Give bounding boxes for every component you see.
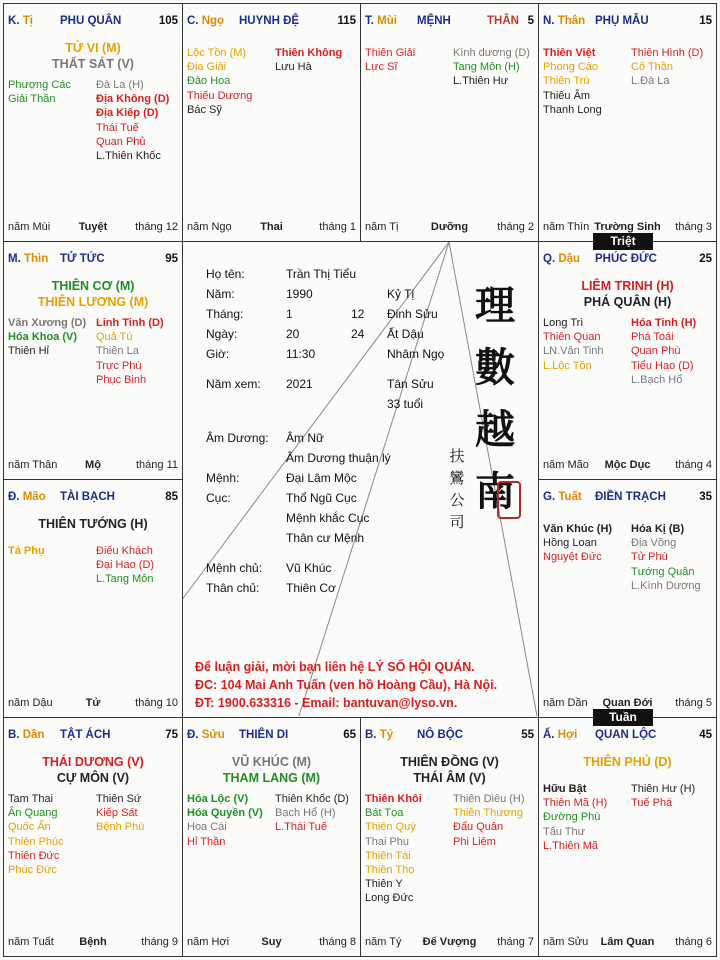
footer-year: năm Thìn — [543, 221, 590, 233]
info-label: Họ tên: — [206, 267, 245, 281]
minor-stars-right — [631, 46, 703, 89]
minor-star: Văn Khúc (H) — [543, 523, 613, 535]
minor-star: Quốc Ấn — [8, 821, 51, 834]
minor-star: Thiên Quan — [543, 331, 601, 344]
minor-star: Lộc Tồn (M) — [187, 47, 247, 59]
palace-footer — [187, 221, 356, 235]
cuc-value: Thổ Ngũ Cục — [286, 491, 357, 505]
minor-star: Điếu Khách — [96, 545, 153, 557]
palace-mao — [3, 479, 183, 718]
palace-footer — [8, 936, 178, 950]
minor-stars-right — [453, 46, 530, 89]
footer-stage: Bệnh — [79, 936, 107, 948]
footer-year: năm Tị — [365, 221, 399, 233]
minor-star: Tuế Phá — [631, 797, 673, 810]
minor-star: Tướng Quân — [631, 565, 695, 578]
menh-label: Mệnh: — [206, 471, 240, 485]
main-star: THẤT SÁT (V) — [52, 57, 134, 71]
main-star: THÁI ÂM (V) — [413, 771, 486, 785]
palace-header — [8, 253, 178, 269]
minor-stars-left — [8, 78, 71, 106]
minor-star: Hoa Cái — [187, 821, 227, 834]
minor-stars-right — [453, 792, 525, 849]
palace-house: NÔ BỘC — [417, 729, 463, 741]
palace-number: 25 — [699, 253, 712, 265]
minor-star: Phúc Đức — [8, 863, 57, 876]
footer-year: năm Dần — [543, 697, 588, 709]
palace-number: 115 — [337, 15, 356, 27]
small-seal-text: 扶 鸞 公 司 — [449, 447, 465, 531]
minor-star: Thiên Thương — [453, 807, 524, 820]
minor-stars-right — [631, 522, 701, 593]
palace-position: N. Thân — [543, 15, 586, 27]
info-label: Năm xem: — [206, 377, 261, 391]
palace-house: TẬT ÁCH — [60, 729, 111, 741]
menh-value: Đại Lâm Mộc — [286, 471, 357, 485]
minor-star: Thai Phụ — [365, 835, 410, 848]
minor-stars-left — [8, 544, 45, 558]
minor-stars-right — [96, 544, 154, 587]
minor-star: Hỉ Thần — [187, 835, 226, 848]
palace-ngo — [182, 3, 361, 242]
minor-star: Quan Phủ — [96, 135, 146, 148]
palace-position: B. Tý — [365, 729, 394, 741]
palace-header — [543, 491, 712, 507]
footer-stage: Suy — [261, 936, 282, 948]
minor-star: Thiên Không — [275, 47, 343, 59]
minor-stars-left — [365, 46, 415, 74]
than-cu-note: Thân cư Mệnh — [286, 531, 365, 545]
footer-month: tháng 9 — [141, 936, 178, 948]
footer-month: tháng 4 — [675, 459, 712, 471]
info-label: Giờ: — [206, 347, 230, 361]
minor-star: Tang Môn (H) — [453, 61, 520, 74]
palace-number: 65 — [343, 729, 356, 741]
minor-stars-right — [275, 46, 342, 74]
main-star: LIÊM TRINH (H) — [581, 279, 674, 293]
main-star: THIÊN PHỦ (D) — [583, 755, 672, 769]
footer-stage: Dưỡng — [430, 221, 469, 233]
minor-star: Thiên Khốc (D) — [275, 793, 349, 805]
info-solar: 2021 — [286, 377, 313, 391]
palace-number: 15 — [699, 15, 712, 27]
palace-house: PHÚC ĐỨC — [595, 253, 657, 265]
minor-star: Quan Phù — [631, 345, 681, 358]
palace-number: 85 — [165, 491, 178, 503]
info-solar: 11:30 — [286, 347, 316, 361]
minor-star: L.Kình Dương — [631, 579, 701, 592]
palace-house: PHU QUÂN — [60, 15, 122, 27]
footer-month: tháng 8 — [319, 936, 356, 948]
palace-footer — [543, 936, 712, 950]
palace-number: 75 — [165, 729, 178, 741]
menh-chu-value: Vũ Khúc — [286, 561, 332, 575]
palace-suu — [182, 717, 361, 957]
minor-stars-left — [187, 46, 252, 117]
footer-stage: Tuyệt — [78, 221, 108, 233]
minor-star: Quả Tú — [96, 331, 133, 344]
footer-year: năm Mão — [543, 459, 589, 471]
minor-star: Phi Liêm — [453, 835, 496, 848]
calligraphy-seal: 理 數 越 南 — [475, 282, 515, 515]
palace-footer — [8, 221, 178, 235]
palace-header — [187, 729, 356, 745]
footer-month: tháng 1 — [319, 221, 356, 233]
footer-year: năm Tý — [365, 936, 402, 948]
footer-stage: Mộ — [85, 459, 101, 471]
minor-star: Lực Sĩ — [365, 61, 398, 74]
contact-line-1: Để luận giải, mời bạn liên hệ LÝ SỐ HỘI QUÁN. — [195, 660, 475, 674]
palace-footer — [365, 221, 534, 235]
palace-number: 95 — [165, 253, 178, 265]
main-star: THIÊN ĐỒNG (V) — [400, 755, 499, 769]
minor-star: L.Thái Tuế — [275, 821, 327, 834]
minor-star: Hữu Bật — [543, 783, 587, 795]
minor-star: Hóa Tinh (H) — [631, 317, 697, 329]
footer-year: năm Dậu — [8, 697, 53, 709]
info-canchi: Nhâm Ngọ — [387, 347, 445, 361]
palace-footer — [8, 459, 178, 473]
palace-position: M. Thìn — [8, 253, 49, 265]
info-lunar: 24 — [351, 327, 365, 341]
minor-star: L.Thiên Mã — [543, 839, 599, 852]
footer-month: tháng 2 — [497, 221, 534, 233]
minor-star: Đại Hao (D) — [96, 559, 155, 572]
menh-chu-label: Mệnh chủ: — [206, 561, 263, 575]
minor-star: Bệnh Phù — [96, 821, 145, 834]
main-stars — [4, 516, 182, 532]
main-star: PHÁ QUÂN (H) — [583, 295, 672, 309]
footer-year: năm Ngọ — [187, 221, 232, 233]
palace-house: HUYNH ĐỆ — [239, 15, 300, 27]
minor-star: L.Thiên Hư — [453, 75, 509, 88]
minor-stars-left — [187, 792, 263, 849]
minor-star: Long Trì — [543, 317, 584, 329]
minor-star: L.Đà La — [631, 75, 670, 88]
palace-house: TÀI BẠCH — [60, 491, 115, 503]
footer-year: năm Hợi — [187, 936, 230, 948]
palace-header — [8, 15, 178, 31]
minor-star: Văn Xương (D) — [8, 317, 87, 329]
main-stars — [539, 278, 716, 310]
minor-stars-right — [96, 316, 164, 387]
palace-header — [8, 491, 178, 507]
minor-star: Kiếp Sát — [96, 807, 138, 820]
palace-hoi — [538, 717, 717, 957]
minor-star: Thiên Trù — [543, 75, 590, 88]
palace-position: K. Tị — [8, 15, 33, 27]
palace-number: 45 — [699, 729, 712, 741]
am-duong-note: Âm Dương thuận lý — [286, 451, 391, 465]
minor-star: Đà La (H) — [96, 79, 144, 91]
palace-footer — [365, 936, 534, 950]
minor-stars-left — [365, 792, 422, 906]
footer-year: năm Sửu — [543, 936, 589, 948]
minor-star: Tam Thai — [8, 793, 54, 805]
minor-star: Thái Tuế — [96, 121, 139, 134]
minor-star: LN.Văn Tinh — [543, 345, 604, 358]
minor-star: Long Đức — [365, 892, 414, 905]
main-star: THÁI DƯƠNG (V) — [42, 755, 144, 769]
palace-footer — [187, 936, 356, 950]
main-star: THIÊN CƠ (M) — [51, 279, 135, 293]
main-stars — [183, 754, 360, 786]
minor-star: Địa Võng — [631, 537, 677, 550]
than-chu-value: Thiên Cơ — [286, 581, 336, 595]
palace-than — [538, 3, 717, 242]
minor-star: Phong Cáo — [543, 61, 599, 74]
palace-position: Ấ. Hợi — [543, 729, 578, 741]
minor-star: Hồng Loan — [543, 537, 597, 550]
cuc-note: Mệnh khắc Cục — [286, 511, 370, 525]
footer-month: tháng 5 — [675, 697, 712, 709]
minor-star: Thanh Long — [543, 103, 602, 116]
minor-star: L.Thiên Khốc — [96, 149, 161, 162]
minor-star: Thiên Quý — [365, 821, 416, 834]
info-canchi: Đinh Sửu — [387, 307, 438, 321]
minor-star: Phục Binh — [96, 373, 147, 386]
main-star: TỬ VI (M) — [65, 41, 121, 55]
triet-tag: Triệt — [593, 233, 653, 250]
minor-stars-right — [96, 792, 144, 835]
palace-dau — [538, 241, 717, 480]
info-canchi: Tân Sửu — [387, 377, 434, 391]
info-solar: 1 — [286, 307, 293, 321]
minor-stars-right — [96, 78, 169, 163]
main-stars — [539, 754, 716, 770]
minor-star: Bát Tọa — [365, 807, 404, 820]
main-stars — [4, 754, 182, 786]
palace-position: C. Ngọ — [187, 15, 225, 27]
minor-star: Cô Thần — [631, 61, 673, 74]
footer-stage: Trường Sinh — [594, 221, 661, 233]
palace-thin — [3, 241, 183, 480]
info-label: Tháng: — [206, 307, 244, 321]
minor-star: Bạch Hổ (H) — [275, 807, 336, 820]
minor-star: Thiên Việt — [543, 47, 596, 59]
minor-star: Thiên Khôi — [365, 793, 422, 805]
minor-stars-left — [8, 316, 86, 359]
minor-star: Thiên Hình (D) — [631, 47, 704, 59]
palace-ty — [3, 3, 183, 242]
palace-footer — [8, 697, 178, 711]
minor-star: Thiên Hư (H) — [631, 783, 696, 795]
info-canchi: 33 tuổi — [387, 397, 424, 411]
minor-star: Bác Sỹ — [187, 103, 222, 116]
minor-star: Lưu Hà — [275, 61, 312, 74]
main-star: VŨ KHÚC (M) — [231, 755, 312, 769]
footer-stage: Mộc Dục — [604, 459, 651, 471]
minor-star: Thiên Mã (H) — [543, 797, 608, 810]
minor-stars-right — [631, 316, 696, 387]
minor-star: Tấu Thư — [543, 825, 586, 838]
minor-star: L.Tang Môn — [96, 573, 154, 586]
footer-stage: Đế Vượng — [422, 936, 477, 948]
minor-star: Thiên Giải — [365, 47, 416, 59]
palace-footer — [543, 459, 712, 473]
palace-header — [365, 729, 534, 745]
contact-line-3: ĐT: 1900.633316 - Email: bantuvan@lyso.vn. — [195, 696, 458, 710]
red-stamp — [497, 481, 521, 519]
palace-mui — [360, 3, 539, 242]
footer-month: tháng 3 — [675, 221, 712, 233]
palace-number: 55 — [521, 729, 534, 741]
contact-line-2: ĐC: 104 Mai Anh Tuấn (ven hồ Hoàng Cầu), Hà Nội. — [195, 678, 498, 692]
minor-star: Linh Tinh (D) — [96, 317, 164, 329]
minor-star: Ân Quang — [8, 807, 58, 820]
minor-star: Địa Giải — [187, 61, 227, 74]
footer-stage: Quan Đới — [602, 697, 653, 709]
minor-star: Thiên Tài — [365, 849, 411, 862]
minor-star: L.Bạch Hổ — [631, 373, 683, 386]
footer-year: năm Thân — [8, 459, 58, 471]
palace-house: TỬ TỨC — [60, 253, 105, 265]
minor-star: L.Lộc Tồn — [543, 359, 592, 372]
minor-star: Phượng Các — [8, 79, 71, 91]
minor-star: Thiên Y — [365, 878, 403, 891]
palace-house: MỆNH — [417, 15, 451, 27]
info-solar: Trần Thị Tiểu — [286, 267, 357, 281]
center-info-panel — [185, 245, 540, 719]
info-solar: 20 — [286, 327, 300, 341]
main-star: CỰ MÔN (V) — [56, 771, 130, 785]
info-solar: 1990 — [286, 287, 313, 301]
minor-star: Tả Phụ — [8, 545, 45, 557]
minor-star: Thiên Thọ — [365, 863, 415, 876]
palace-house: PHỤ MẪU — [595, 15, 649, 27]
footer-month: tháng 6 — [675, 936, 712, 948]
minor-star: Tiểu Hao (D) — [631, 359, 694, 372]
main-stars — [4, 40, 182, 72]
main-star: THIÊN TƯỚNG (H) — [38, 517, 148, 531]
minor-stars-left — [543, 46, 602, 117]
palace-header — [365, 15, 534, 31]
minor-stars-left — [543, 782, 607, 853]
palace-house-than: THÂN — [487, 15, 519, 27]
minor-star: Thiên Đức — [8, 849, 60, 862]
minor-stars-left — [543, 522, 612, 565]
minor-stars-left — [543, 316, 604, 373]
minor-star: Đẩu Quân — [453, 821, 504, 834]
footer-month: tháng 10 — [135, 697, 178, 709]
info-label: Năm: — [206, 287, 235, 301]
palace-tuat — [538, 479, 717, 718]
palace-number: 5 — [527, 15, 534, 27]
minor-star: Tử Phù — [631, 551, 668, 564]
minor-star: Hóa Lộc (V) — [187, 793, 249, 805]
palace-house: THIÊN DI — [239, 729, 289, 741]
minor-star: Giải Thần — [8, 93, 56, 106]
footer-year: năm Mùi — [8, 221, 51, 233]
footer-month: tháng 12 — [135, 221, 178, 233]
main-star: THIÊN LƯƠNG (M) — [37, 295, 149, 309]
footer-stage: Thai — [260, 221, 283, 233]
palace-position: Q. Dậu — [543, 253, 581, 265]
minor-star: Nguyệt Đức — [543, 551, 602, 564]
info-canchi: Kỷ Tị — [387, 287, 415, 301]
minor-star: Kình dương (D) — [453, 47, 530, 59]
palace-header — [543, 729, 712, 745]
minor-star: Thiếu Âm — [543, 89, 591, 102]
am-duong-value: Âm Nữ — [286, 431, 325, 445]
palace-ty2 — [360, 717, 539, 957]
footer-year: năm Tuất — [8, 936, 54, 948]
minor-star: Hóa Khoa (V) — [8, 331, 78, 344]
palace-position: B. Dần — [8, 729, 45, 741]
cuc-label: Cục: — [206, 491, 231, 505]
footer-stage: Tử — [85, 697, 101, 709]
palace-position: T. Mùi — [365, 15, 397, 27]
tuan-tag: Tuần — [593, 709, 653, 726]
minor-star: Hóa Kị (B) — [631, 523, 685, 535]
palace-house: ĐIỀN TRẠCH — [595, 491, 666, 503]
palace-position: Đ. Sửu — [187, 729, 225, 741]
palace-number: 105 — [158, 15, 178, 27]
minor-star: Đào Hoa — [187, 75, 231, 88]
palace-position: Đ. Mão — [8, 491, 46, 503]
palace-header — [543, 253, 712, 269]
main-stars — [4, 278, 182, 310]
main-stars — [361, 754, 538, 786]
minor-star: Địa Kiếp (D) — [96, 107, 159, 120]
info-label: Ngày: — [206, 327, 238, 341]
palace-header — [8, 729, 178, 745]
minor-star: Trực Phù — [96, 359, 142, 372]
palace-dan — [3, 717, 183, 957]
minor-star: Thiếu Dương — [187, 89, 253, 102]
minor-stars-right — [275, 792, 349, 835]
minor-star: Địa Không (D) — [96, 93, 170, 106]
palace-house: QUAN LỘC — [595, 729, 657, 741]
footer-month: tháng 7 — [497, 936, 534, 948]
minor-star: Thiên La — [96, 345, 139, 358]
minor-stars-right — [631, 782, 695, 810]
horoscope-chart — [3, 3, 717, 957]
palace-number: 35 — [699, 491, 712, 503]
minor-star: Đường Phù — [543, 811, 601, 824]
palace-header — [187, 15, 356, 31]
minor-star: Thiên Phúc — [8, 835, 64, 848]
info-canchi: Ất Dậu — [387, 327, 424, 341]
main-star: THAM LANG (M) — [222, 771, 321, 785]
minor-stars-left — [8, 792, 64, 877]
info-lunar: 12 — [351, 307, 365, 321]
minor-star: Thiên Sứ — [96, 793, 142, 805]
minor-star: Hóa Quyền (V) — [187, 807, 263, 820]
than-chu-label: Thân chủ: — [206, 581, 260, 595]
footer-month: tháng 11 — [135, 459, 178, 471]
footer-stage: Lâm Quan — [600, 936, 655, 948]
palace-position: G. Tuất — [543, 491, 582, 503]
am-duong-label: Âm Dương: — [206, 431, 269, 445]
minor-star: Thiên Diêu (H) — [453, 793, 525, 805]
palace-header — [543, 15, 712, 31]
minor-star: Thiên Hỉ — [8, 345, 49, 358]
minor-star: Phá Toái — [631, 331, 674, 344]
